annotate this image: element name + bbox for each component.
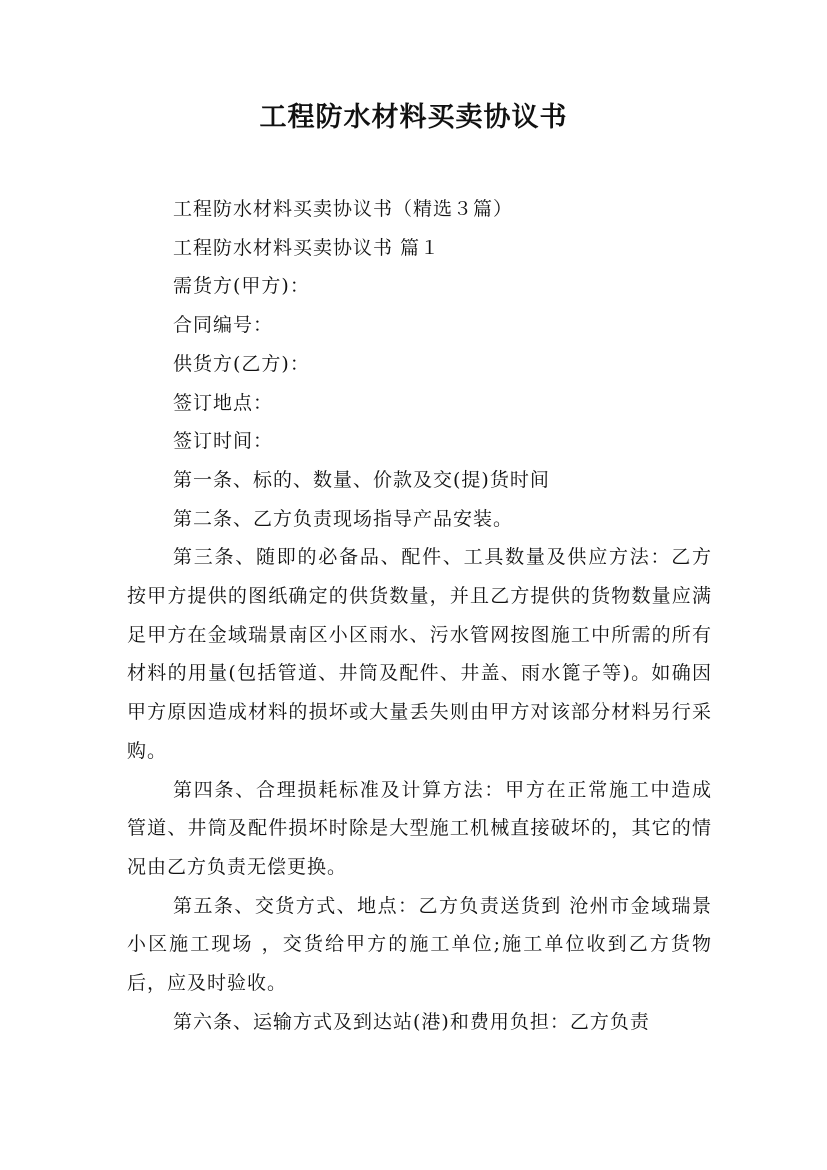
buyer-field: 需货方(甲方)： (173, 275, 310, 298)
article-3: 第三条、随即的必备品、配件、工具数量及供应方法：乙方按甲方提供的图纸确定的供货数量，并且乙方提供的货物数量应满足甲方在金域瑞景南区小区雨水、污水管网按图施工中所需的所有材料的用量(包括管道、井筒及配件、井盖、雨水篦子等)。如确因甲方原因造成材料的损坏或大量丢失则由甲方对该部分材料另行采购。 (127, 546, 712, 762)
contract-number-field: 合同编号： (173, 314, 274, 337)
document-body (127, 190, 712, 1041)
document-title: 工程防水材料买卖协议书 (259, 102, 568, 133)
signing-place-field: 签订地点： (173, 391, 274, 414)
article-2: 第二条、乙方负责现场指导产品安装。 (173, 507, 514, 530)
supplier-field: 供货方(乙方)： (173, 352, 310, 375)
section-heading: 工程防水材料买卖协议书 篇１ (173, 236, 441, 259)
article-4: 第四条、合理损耗标准及计算方法：甲方在正常施工中造成管道、井筒及配件损坏时除是大型施工机械直接破坏的，其它的情况由乙方负责无偿更换。 (127, 778, 712, 878)
subtitle-line: 工程防水材料买卖协议书（精选３篇） (173, 198, 514, 220)
article-5: 第五条、交货方式、地点：乙方负责送货到 沧州市金域瑞景小区施工现场 ，交货给甲方的施工单位;施工单位收到乙方货物后，应及时验收。 (127, 894, 712, 995)
article-1: 第一条、标的、数量、价款及交(提)货时间 (173, 468, 550, 491)
signing-time-field: 签订时间： (173, 430, 274, 453)
article-6: 第六条、运输方式及到达站(港)和费用负担：乙方负责 (173, 1010, 650, 1033)
